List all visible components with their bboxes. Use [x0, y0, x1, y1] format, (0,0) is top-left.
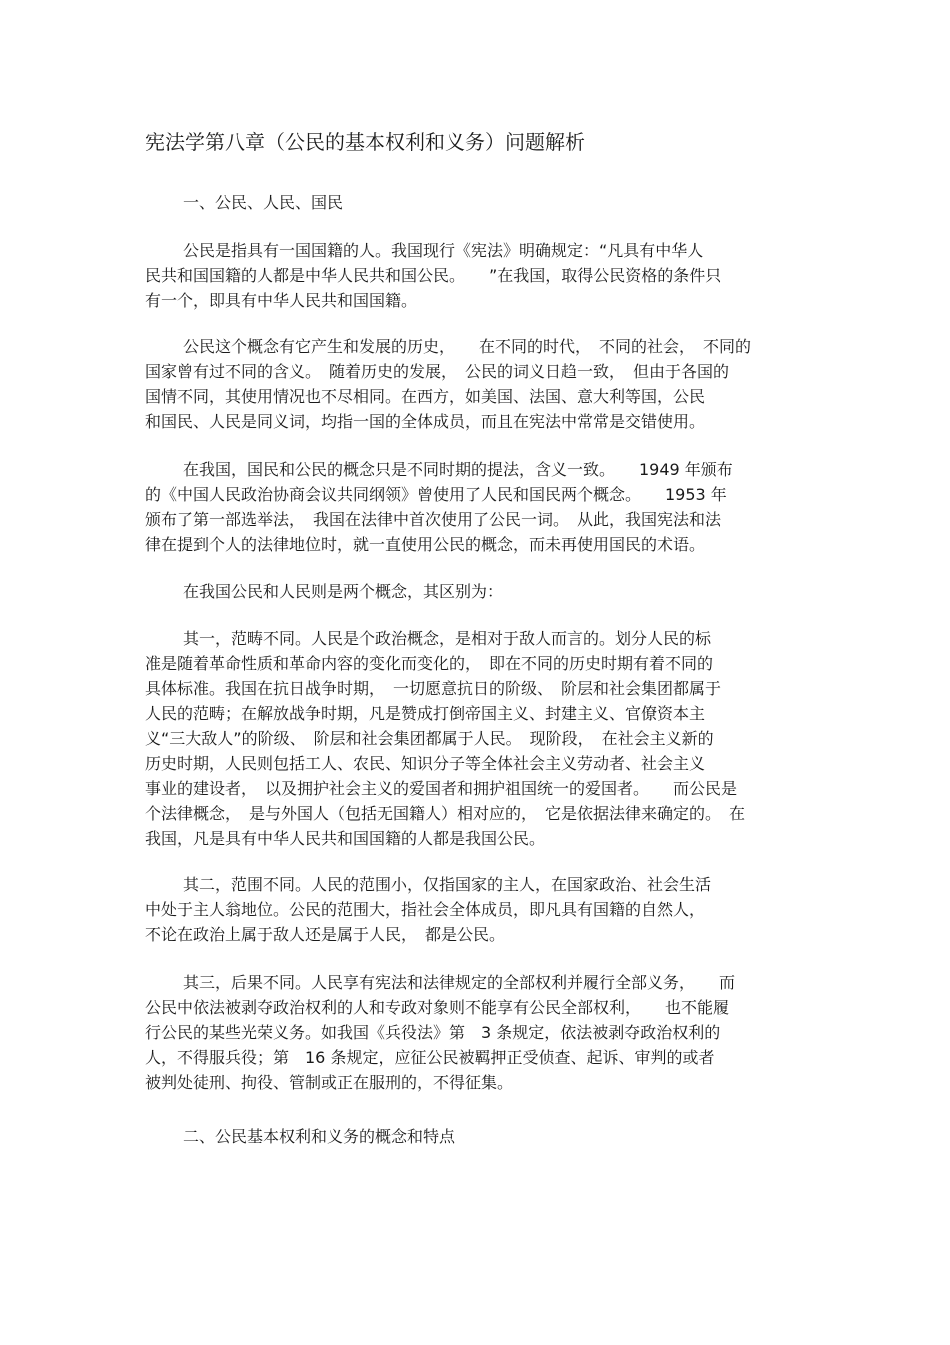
- paragraph-line: 公民中依法被剥夺政治权利的人和专政对象则不能享有公民全部权利， 也不能履: [145, 998, 730, 1017]
- section-heading-1: 一、公民、人民、国民: [183, 193, 344, 212]
- paragraph-difference-consequence: [145, 970, 810, 1095]
- paragraph-line: 中处于主人翁地位。公民的范围大，指社会全体成员，即凡具有国籍的自然人，: [145, 900, 706, 919]
- paragraph-line: 和国民、人民是同义词，均指一国的全体成员，而且在宪法中常常是交错使用。: [145, 412, 706, 431]
- paragraph-difference-category: [145, 626, 810, 851]
- paragraph-line: 具体标准。我国在抗日战争时期， 一切愿意抗日的阶级、 阶层和社会集团都属于: [145, 679, 722, 698]
- paragraph-line: 我国，凡是具有中华人民共和国国籍的人都是我国公民。: [145, 829, 546, 848]
- paragraph-line: 行公民的某些光荣义务。如我国《兵役法》第 3 条规定，依法被剥夺政治权利的: [145, 1023, 721, 1042]
- paragraph-line: 民共和国国籍的人都是中华人民共和国公民。 ”在我国，取得公民资格的条件只: [145, 266, 722, 285]
- paragraph-line: 律在提到个人的法律地位时，就一直使用公民的概念，而未再使用国民的术语。: [145, 535, 706, 554]
- section-heading-2: 二、公民基本权利和义务的概念和特点: [183, 1127, 456, 1146]
- paragraph-line: 其一，范畴不同。人民是个政治概念，是相对于敌人而言的。划分人民的标: [183, 629, 712, 648]
- paragraph-line: 其二，范围不同。人民的范围小，仅指国家的主人，在国家政治、社会生活: [183, 875, 712, 894]
- paragraph-line: 公民这个概念有它产生和发展的历史， 在不同的时代， 不同的社会， 不同的: [183, 337, 752, 356]
- paragraph-line: 事业的建设者， 以及拥护社会主义的爱国者和拥护祖国统一的爱国者。 而公民是: [145, 779, 738, 798]
- paragraph-line: 颁布了第一部选举法， 我国在法律中首次使用了公民一词。 从此，我国宪法和法: [145, 510, 722, 529]
- document-title: 宪法学第八章（公民的基本权利和义务）问题解析: [145, 130, 585, 154]
- paragraph-citizen-history: [145, 334, 810, 434]
- paragraph-difference-intro: [145, 579, 810, 604]
- paragraph-line: 历史时期，人民则包括工人、农民、知识分子等全体社会主义劳动者、社会主义: [145, 754, 706, 773]
- paragraph-national-and-citizen: [145, 457, 810, 557]
- paragraph-line: 国情不同，其使用情况也不尽相同。在西方，如美国、法国、意大利等国，公民: [145, 387, 706, 406]
- paragraph-line: 国家曾有过不同的含义。 随着历史的发展， 公民的词义日趋一致， 但由于各国的: [145, 362, 730, 381]
- paragraph-line: 个法律概念， 是与外国人（包括无国籍人）相对应的， 它是依据法律来确定的。 在: [145, 804, 746, 823]
- paragraph-line: 在我国，国民和公民的概念只是不同时期的提法，含义一致。 1949 年颁布: [183, 460, 733, 479]
- paragraph-line: 有一个，即具有中华人民共和国国籍。: [145, 291, 418, 310]
- paragraph-line: 的《中国人民政治协商会议共同纲领》曾使用了人民和国民两个概念。 1953 年: [145, 485, 727, 504]
- paragraph-line: 人，不得服兵役；第 16 条规定，应征公民被羁押正受侦查、起诉、审判的或者: [145, 1048, 715, 1067]
- paragraph-line: 不论在政治上属于敌人还是属于人民， 都是公民。: [145, 925, 506, 944]
- paragraph-line: 公民是指具有一国国籍的人。我国现行《宪法》明确规定：“凡具有中华人: [183, 241, 704, 260]
- paragraph-line: 被判处徒刑、拘役、管制或正在服刑的，不得征集。: [145, 1073, 514, 1092]
- paragraph-line: 准是随着革命性质和革命内容的变化而变化的， 即在不同的历史时期有着不同的: [145, 654, 714, 673]
- paragraph-line: 人民的范畴；在解放战争时期，凡是赞成打倒帝国主义、封建主义、官僚资本主: [145, 704, 706, 723]
- paragraph-difference-scope: [145, 872, 810, 947]
- paragraph-line: 义“三大敌人”的阶级、 阶层和社会集团都属于人民。 现阶段， 在社会主义新的: [145, 729, 714, 748]
- paragraph-line: 其三，后果不同。人民享有宪法和法律规定的全部权利并履行全部义务， 而: [183, 973, 736, 992]
- paragraph-line: 在我国公民和人民则是两个概念，其区别为：: [183, 582, 504, 601]
- paragraph-citizen-definition: [145, 238, 810, 313]
